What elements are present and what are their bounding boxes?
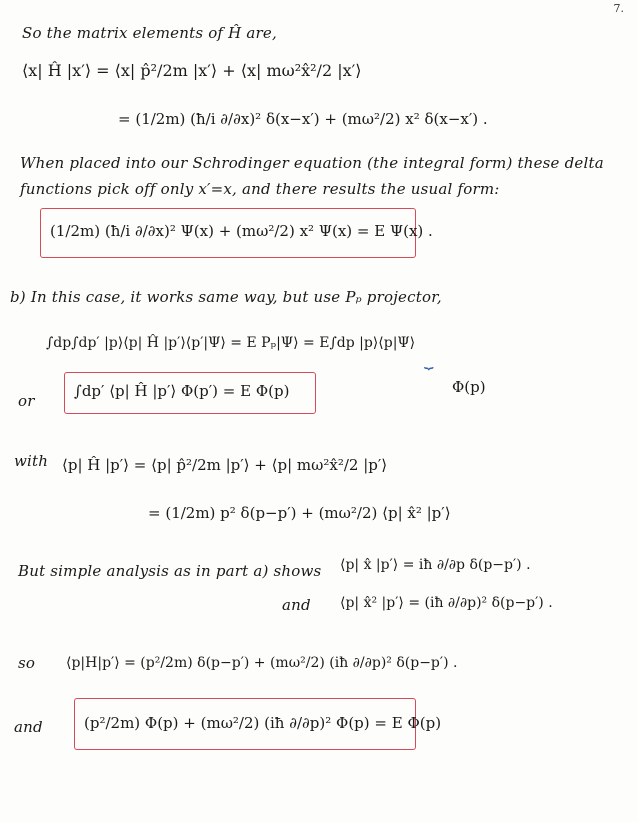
schrodinger-x-form: (1/2m) (ħ/i ∂/∂x)² Ψ(x) + (mω²/2) x² Ψ(x) = E Ψ(x) . (50, 222, 433, 240)
with-label: with (14, 452, 49, 470)
and-label: and (282, 596, 311, 614)
intro-line: So the matrix elements of Ĥ are, (22, 24, 277, 42)
schrodinger-p-integral: ∫dp′ ⟨p| Ĥ |p′⟩ Φ(p′) = E Φ(p) (74, 382, 290, 400)
underbrace-mark: ⏟ (424, 350, 434, 369)
hamiltonian-matrix-element: ⟨x| Ĥ |x′⟩ = ⟨x| p̂²/2m |x′⟩ + ⟨x| mω²x̂²/2 |x′⟩ (22, 61, 362, 80)
or-label: or (18, 392, 35, 410)
text-line-delta-1: When placed into our Schrodinger equation (the integral form) these delta (20, 154, 604, 172)
phi-annotation: Φ(p) (452, 378, 486, 396)
p-matrix-expanded: = (1/2m) p² δ(p−p′) + (mω²/2) ⟨p| x̂² |p′⟩ (148, 504, 451, 522)
part-b-intro: b) In this case, it works same way, but use Pₚ projector, (10, 288, 442, 306)
h-p-representation: ⟨p|H|p′⟩ = (p²/2m) δ(p−p′) + (mω²/2) (iħ ∂/∂p)² δ(p−p′) . (66, 655, 458, 671)
p-matrix-element: ⟨p| Ĥ |p′⟩ = ⟨p| p̂²/2m |p′⟩ + ⟨p| mω²x̂²/2 |p′⟩ (62, 456, 388, 474)
hamiltonian-expanded: = (1/2m) (ħ/i ∂/∂x)² δ(x−x′) + (mω²/2) x² δ(x−x′) . (118, 110, 488, 128)
and-label-final: and (14, 718, 43, 736)
x-squared-matrix-element: ⟨p| x̂² |p′⟩ = (iħ ∂/∂p)² δ(p−p′) . (340, 595, 553, 611)
schrodinger-p-form: (p²/2m) Φ(p) + (mω²/2) (iħ ∂/∂p)² Φ(p) = E Φ(p) (84, 714, 442, 732)
page-number: 7. (613, 2, 624, 15)
text-line-delta-2: functions pick off only x′=x, and there results the usual form: (20, 180, 500, 198)
analysis-text: But simple analysis as in part a) shows (18, 562, 322, 580)
so-label: so (18, 654, 36, 672)
projector-equation: ∫dp∫dp′ |p⟩⟨p| Ĥ |p′⟩⟨p′|Ψ⟩ = E Pₚ|Ψ⟩ = E∫dp |p⟩⟨p|Ψ⟩ (46, 335, 416, 351)
x-matrix-element: ⟨p| x̂ |p′⟩ = iħ ∂/∂p δ(p−p′) . (340, 557, 531, 573)
